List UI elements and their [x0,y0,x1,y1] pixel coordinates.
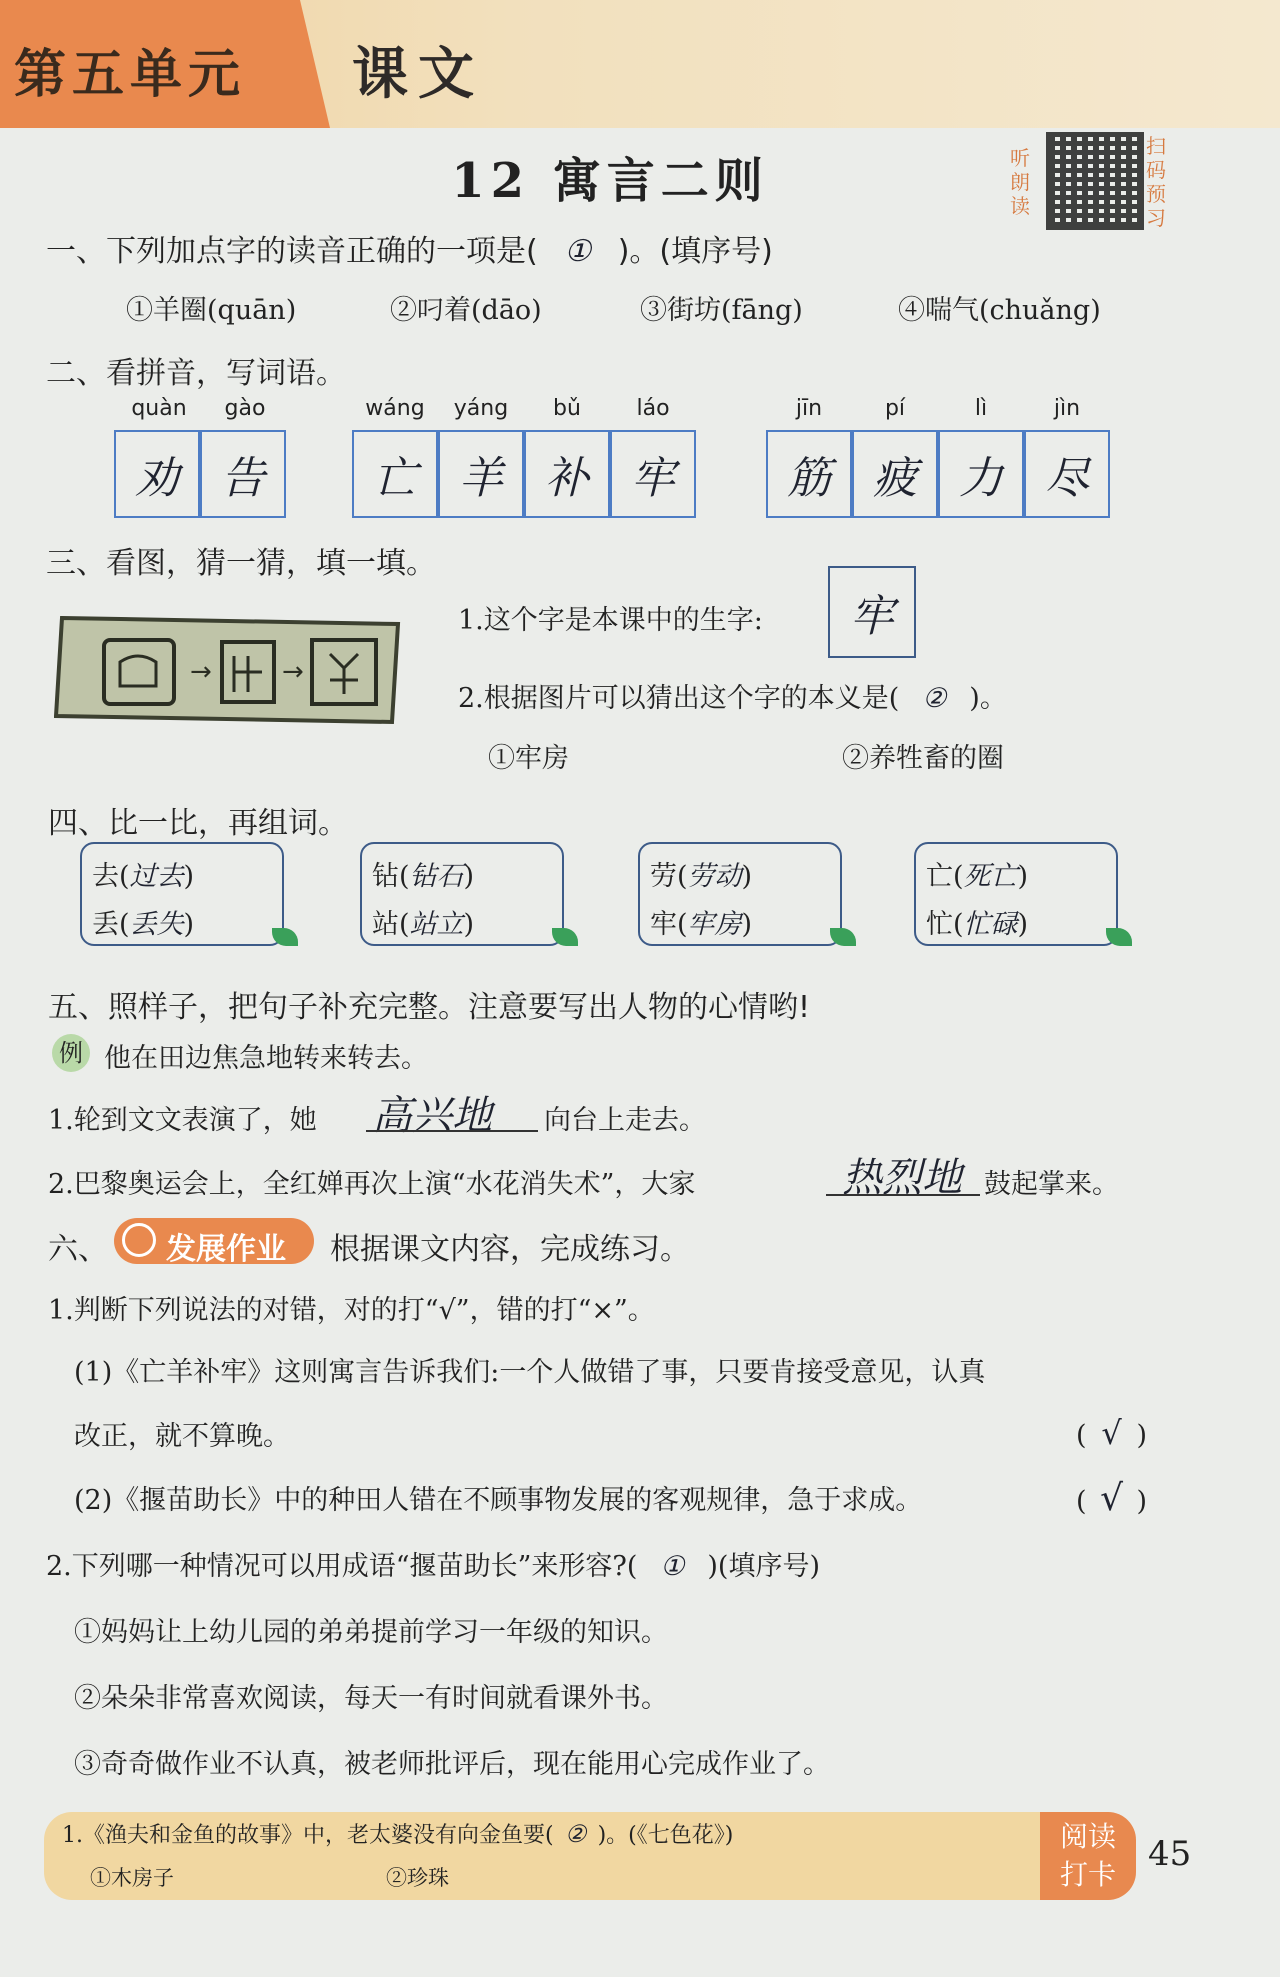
q6-p2-answer: ① [660,1551,685,1582]
clock-icon [122,1223,156,1257]
q3-s2-answer: ② [922,683,947,714]
pinyin: gào [224,396,266,421]
q4-title: 四、比一比，再组词。 [48,806,348,841]
footer-option: ①木房子 [90,1866,174,1890]
q1-option: ①羊圈(quān) [126,295,297,326]
q3-option: ②养牲畜的圈 [842,743,1004,774]
q5-title: 五、照样子，把句子补充完整。注意要写出人物的心情哟! [48,990,811,1025]
char-cell: 筋 [766,430,852,518]
q1-stem: 一、下列加点字的读音正确的一项是( ① )。(填序号) [46,234,773,269]
word-box: 劳(劳动) 牢(牢房) [638,842,842,946]
char-cell: 亡 [352,430,438,518]
section-label: 课文 [352,42,484,107]
q5-s1-answer: 高兴地 [372,1093,492,1139]
q6-title: 根据课文内容，完成练习。 [330,1232,690,1267]
svg-text:→: → [190,657,212,687]
q6-j2-paren: ( √ ) [1076,1478,1148,1519]
footer-answer: ② [564,1820,587,1848]
pinyin: jīn [795,396,823,421]
lesson-title: 12 寓言二则 [451,153,769,209]
q6-option: ①妈妈让上幼儿园的弟弟提前学习一年级的知识。 [74,1617,668,1648]
q6-option: ②朵朵非常喜欢阅读，每天一有时间就看课外书。 [74,1683,668,1714]
example-tag: 例 [52,1034,90,1072]
word-box: 去(过去) 丢(丢失) [80,842,284,946]
q3-s1: 1.这个字是本课中的生字: [458,605,763,636]
q3-title: 三、看图，猜一猜，填一填。 [46,546,436,581]
footer-question: 1.《渔夫和金鱼的故事》中，老太婆没有向金鱼要( ② )。(《七色花》) [62,1820,734,1848]
qr-left-label: 听朗读 [1010,146,1030,218]
pinyin: lì [974,396,988,421]
char-cell: 羊 [438,430,524,518]
word-box: 亡(死亡) 忙(忙碌) [914,842,1118,946]
pinyin: pí [884,396,906,421]
q6-j1-paren: ( √ ) [1076,1414,1148,1452]
q3-option: ①牢房 [488,743,569,774]
char-cell: 告 [200,430,286,518]
unit-label: 第五单元 [14,45,247,105]
char-cell: 劝 [114,430,200,518]
q5-s2-before: 2.巴黎奥运会上，全红婵再次上演“水花消失术”，大家 [48,1169,696,1200]
q6-j2: (2)《揠苗助长》中的种田人错在不顾事物发展的客观规律，急于求成。 [74,1485,923,1516]
pinyin: jìn [1053,396,1081,421]
char-cell: 疲 [852,430,938,518]
q5-s1-after: 向台上走去。 [544,1105,706,1136]
reading-checkin-card[interactable]: 阅读 打卡 [1040,1812,1136,1900]
q1-answer: ① [564,234,592,269]
char-cell: 力 [938,430,1024,518]
char-cell: 补 [524,430,610,518]
q6-p1: 1.判断下列说法的对错，对的打“√”，错的打“×”。 [48,1295,655,1326]
pinyin: láo [636,396,670,421]
oracle-bone-evolution-image [54,610,404,730]
answer-line [366,1130,538,1132]
q6-j1-line2: 改正，就不算晚。 [74,1421,290,1452]
word-box: 钻(钻石) 站(站立) [360,842,564,946]
char-cell: 尽 [1024,430,1110,518]
pinyin: quàn [131,396,187,421]
qr-right-label: 扫码预习 [1146,134,1166,230]
q5-s2-after: 鼓起掌来。 [984,1169,1119,1200]
svg-text:→: → [282,657,304,687]
q6-j2-answer: √ [1100,1478,1124,1519]
q3-s1-answer-box: 牢 [828,566,916,658]
page-number: 45 [1148,1834,1192,1874]
pinyin: bǔ [553,396,581,421]
q5-s2-answer: 热烈地 [842,1155,962,1201]
answer-line [826,1194,980,1196]
q6-option: ③奇奇做作业不认真，被老师批评后，现在能用心完成作业了。 [74,1749,830,1780]
footer-option: ②珍珠 [386,1866,449,1890]
pinyin: yáng [453,396,509,421]
development-homework-badge: 发展作业 [114,1218,314,1264]
q1-option: ③街坊(fāng) [640,295,803,326]
q1-option: ④喘气(chuǎng) [898,295,1101,326]
q6-j1-line1: (1)《亡羊补牢》这则寓言告诉我们:一个人做错了事，只要肯接受意见，认真 [74,1357,986,1388]
q6-j1-answer: √ [1101,1414,1122,1452]
q3-s2: 2.根据图片可以猜出这个字的本义是( ② )。 [458,683,1007,714]
q5-example: 他在田边焦急地转来转去。 [104,1043,428,1074]
q6-p2: 2.下列哪一种情况可以用成语“揠苗助长”来形容?( ① )(填序号) [46,1551,820,1582]
q1-option: ②叼着(dāo) [390,295,542,326]
q5-s1-before: 1.轮到文文表演了，她 [48,1105,317,1136]
char-cell: 牢 [610,430,696,518]
qr-code-icon[interactable] [1046,132,1144,230]
pinyin: wáng [365,396,425,421]
q2-title: 二、看拼音，写词语。 [46,356,346,391]
q6-prefix: 六、 [48,1232,108,1267]
